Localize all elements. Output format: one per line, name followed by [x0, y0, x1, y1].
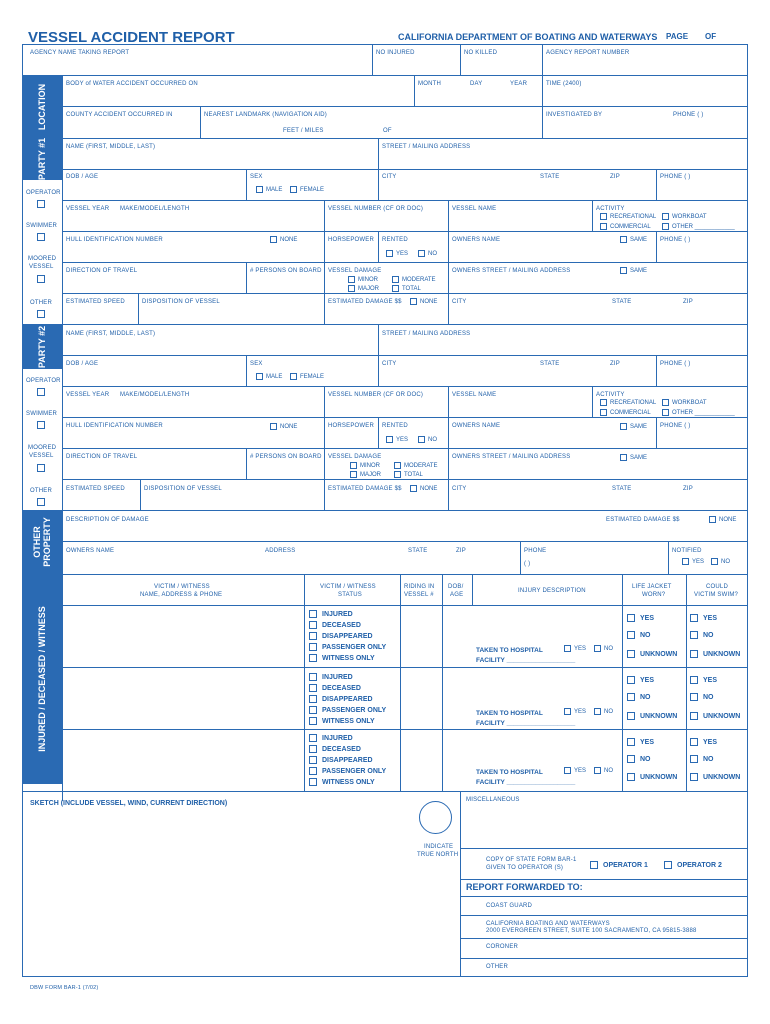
p1-name-field[interactable]: NAME (FIRST, MIDDLE, LAST)	[66, 144, 156, 150]
col-status-header: VICTIM / WITNESS	[320, 584, 376, 590]
p1-damage-total-option[interactable]: TOTAL	[392, 285, 421, 293]
p2-dob-field[interactable]: DOB / AGE	[66, 361, 99, 367]
v2-status-passenger[interactable]: PASSENGER ONLY	[309, 705, 386, 716]
no-injured-field[interactable]: NO INJURED	[376, 50, 415, 56]
p1-operator-checkbox[interactable]	[37, 200, 45, 208]
year-field[interactable]: YEAR	[510, 81, 528, 87]
property-notified-yes-option[interactable]: YES	[682, 558, 704, 566]
p2-direction-field[interactable]: DIRECTION OF TRAVEL	[66, 454, 138, 460]
v3-facility-field[interactable]: FACILITY ___________________	[476, 779, 576, 786]
v3-status-disappeared[interactable]: DISAPPEARED	[309, 755, 373, 766]
p2-activity-label: ACTIVITY	[596, 392, 625, 398]
p2-owner-city-field[interactable]: CITY	[452, 486, 467, 492]
p2-sex-label: SEX	[250, 361, 263, 367]
p1-hull-none-option[interactable]: NONE	[270, 236, 297, 244]
property-damage-none-option[interactable]: NONE	[709, 516, 736, 524]
location-band: LOCATION	[22, 75, 62, 138]
county-field[interactable]: COUNTY ACCIDENT OCCURRED IN	[66, 112, 173, 118]
p2-moored-checkbox[interactable]	[37, 464, 45, 472]
v2-hospital-no[interactable]: NO	[594, 708, 613, 716]
col-victim-name-header-2: NAME, ADDRESS & PHONE	[140, 592, 223, 598]
p2-damage-moderate-option[interactable]: MODERATE	[394, 462, 438, 470]
p2-speed-field[interactable]: ESTIMATED SPEED	[66, 486, 125, 492]
agency-name-field[interactable]: AGENCY NAME TAKING REPORT	[30, 50, 130, 56]
p2-recreational-option[interactable]: RECREATIONAL	[600, 399, 656, 407]
day-field[interactable]: DAY	[470, 81, 483, 87]
col-riding-header-2: VESSEL #	[404, 592, 434, 598]
v1-swim-yes[interactable]: YES	[690, 613, 717, 624]
p2-zip-field[interactable]: ZIP	[610, 361, 620, 367]
report-forwarded-heading: REPORT FORWARDED TO:	[466, 882, 583, 892]
v3-swim-no[interactable]: NO	[690, 754, 714, 765]
other-property-band: OTHER PROPERTY	[22, 510, 62, 574]
v3-swim-unknown[interactable]: UNKNOWN	[690, 772, 740, 783]
p1-activity-label: ACTIVITY	[596, 206, 625, 212]
v2-swim-unknown[interactable]: UNKNOWN	[690, 711, 740, 722]
v2-hospital-label: TAKEN TO HOSPITAL	[476, 710, 543, 717]
landmark-field[interactable]: NEAREST LANDMARK (NAVIGATION AID)	[204, 112, 327, 118]
copy-given-label: GIVEN TO OPERATOR (S)	[486, 865, 564, 871]
col-dob-header-2: AGE	[450, 592, 464, 598]
p2-owner-same-option[interactable]: SAME	[620, 423, 647, 431]
v3-hospital-label: TAKEN TO HOSPITAL	[476, 769, 543, 776]
property-address-field[interactable]: ADDRESS	[265, 548, 296, 554]
p1-disposition-field[interactable]: DISPOSITION OF VESSEL	[142, 299, 220, 305]
form-title: VESSEL ACCIDENT REPORT	[28, 29, 235, 46]
p1-owners-name-field[interactable]: OWNERS NAME	[452, 237, 501, 243]
p1-damage-major-option[interactable]: MAJOR	[348, 285, 379, 293]
p1-vessel-damage-label: VESSEL DAMAGE	[328, 268, 382, 274]
p1-street-field[interactable]: STREET / MAILING ADDRESS	[382, 144, 471, 150]
p1-owner-zip-field[interactable]: ZIP	[683, 299, 693, 305]
p1-recreational-option[interactable]: RECREATIONAL	[600, 213, 656, 221]
true-north-circle[interactable]	[419, 801, 452, 834]
p2-street-field[interactable]: STREET / MAILING ADDRESS	[382, 331, 471, 337]
p2-estimated-damage-field[interactable]: ESTIMATED DAMAGE $$	[328, 486, 402, 492]
v3-status-passenger[interactable]: PASSENGER ONLY	[309, 766, 386, 777]
p1-workboat-option[interactable]: WORKBOAT	[662, 213, 707, 221]
col-life-jacket-header: LIFE JACKET	[632, 584, 672, 590]
v3-hospital-no[interactable]: NO	[594, 767, 613, 775]
p2-owner-state-field[interactable]: STATE	[612, 486, 632, 492]
v2-status-deceased[interactable]: DECEASED	[309, 683, 361, 694]
p2-other-checkbox[interactable]	[37, 498, 45, 506]
property-owners-name-field[interactable]: OWNERS NAME	[66, 548, 115, 554]
investigated-by-field[interactable]: INVESTIGATED BY	[546, 112, 603, 118]
v1-status-passenger[interactable]: PASSENGER ONLY	[309, 642, 386, 653]
p2-state-field[interactable]: STATE	[540, 361, 560, 367]
department-name: CALIFORNIA DEPARTMENT OF BOATING AND WATERWAYS	[398, 32, 658, 42]
agency-report-number-field[interactable]: AGENCY REPORT NUMBER	[546, 50, 630, 56]
p2-vessel-damage-label: VESSEL DAMAGE	[328, 454, 382, 460]
v2-lifejacket-yes[interactable]: YES	[627, 675, 654, 686]
p1-owners-street-field[interactable]: OWNERS STREET / MAILING ADDRESS	[452, 268, 571, 274]
v1-status-disappeared[interactable]: DISAPPEARED	[309, 631, 373, 642]
v2-swim-no[interactable]: NO	[690, 692, 714, 703]
col-could-swim-header: COULD	[706, 584, 729, 590]
v3-hospital-yes[interactable]: YES	[564, 767, 586, 775]
p2-hull-id-field[interactable]: HULL IDENTIFICATION NUMBER	[66, 423, 163, 429]
p2-rented-yes-option[interactable]: YES	[386, 436, 408, 444]
copy-operator-1-option[interactable]: OPERATOR 1	[590, 860, 648, 871]
p1-damage-none-option[interactable]: NONE	[410, 298, 437, 306]
p1-damage-minor-option[interactable]: MINOR	[348, 276, 378, 284]
p1-horsepower-field[interactable]: HORSEPOWER	[328, 237, 375, 243]
p1-other-activity-option[interactable]: OTHER ____________	[662, 223, 735, 231]
property-zip-field[interactable]: ZIP	[456, 548, 466, 554]
p2-horsepower-field[interactable]: HORSEPOWER	[328, 423, 375, 429]
v1-status-witness[interactable]: WITNESS ONLY	[309, 653, 375, 664]
no-killed-field[interactable]: NO KILLED	[464, 50, 498, 56]
v2-swim-yes[interactable]: YES	[690, 675, 717, 686]
p1-owner-same-option[interactable]: SAME	[620, 236, 647, 244]
p1-vessel-year-field[interactable]: VESSEL YEAR	[66, 206, 110, 212]
body-of-water-field[interactable]: BODY of WATER ACCIDENT OCCURRED ON	[66, 81, 198, 87]
miscellaneous-field[interactable]: MISCELLANEOUS	[466, 797, 520, 803]
p2-female-option[interactable]: FEMALE	[290, 373, 324, 381]
v3-status-witness[interactable]: WITNESS ONLY	[309, 777, 375, 788]
col-injury-header: INJURY DESCRIPTION	[518, 588, 586, 594]
party-1-band: PARTY #1	[22, 138, 62, 180]
forward-cbw-address: 2000 EVERGREEN STREET, SUITE 100 SACRAMENTO, CA 95815-3888	[486, 928, 697, 934]
p2-damage-total-option[interactable]: TOTAL	[394, 471, 423, 479]
p1-type-other: OTHER	[30, 300, 52, 306]
v2-status-witness[interactable]: WITNESS ONLY	[309, 716, 375, 727]
p2-workboat-option[interactable]: WORKBOAT	[662, 399, 707, 407]
v2-status-injured[interactable]: INJURED	[309, 672, 353, 683]
p2-male-option[interactable]: MALE	[256, 373, 282, 381]
property-damage-description-field[interactable]: DESCRIPTION OF DAMAGE	[66, 517, 149, 523]
p1-persons-on-board-field[interactable]: # PERSONS ON BOARD	[250, 268, 322, 274]
p1-street-same-option[interactable]: SAME	[620, 267, 647, 275]
v2-lifejacket-no[interactable]: NO	[627, 692, 651, 703]
forward-coroner[interactable]: CORONER	[486, 944, 519, 950]
victims-band: INJURED / DECEASED / WITNESS	[22, 574, 62, 784]
p2-hull-none-option[interactable]: NONE	[270, 423, 297, 431]
p2-vessel-number-field[interactable]: VESSEL NUMBER (CF OR DOC)	[328, 392, 424, 398]
col-life-jacket-header-2: WORN?	[642, 592, 666, 598]
p2-owners-street-field[interactable]: OWNERS STREET / MAILING ADDRESS	[452, 454, 571, 460]
v1-hospital-label: TAKEN TO HOSPITAL	[476, 647, 543, 654]
p1-moored-checkbox[interactable]	[37, 275, 45, 283]
p2-rented-no-option[interactable]: NO	[418, 436, 437, 444]
v1-lifejacket-unknown[interactable]: UNKNOWN	[627, 649, 677, 660]
p2-swimmer-checkbox[interactable]	[37, 421, 45, 429]
v1-status-injured[interactable]: INJURED	[309, 609, 353, 620]
true-north-label: TRUE NORTH	[417, 852, 459, 858]
property-notified-no-option[interactable]: NO	[711, 558, 730, 566]
p2-type-operator: OPERATOR	[26, 378, 61, 384]
p1-damage-moderate-option[interactable]: MODERATE	[392, 276, 436, 284]
p1-type-moored: MOORED	[28, 256, 57, 262]
p2-persons-on-board-field[interactable]: # PERSONS ON BOARD	[250, 454, 322, 460]
p1-other-checkbox[interactable]	[37, 310, 45, 318]
v1-lifejacket-yes[interactable]: YES	[627, 613, 654, 624]
p1-owner-phone-field[interactable]: PHONE ( )	[660, 237, 691, 243]
page-label: PAGE	[666, 32, 689, 41]
property-notified-label: NOTIFIED	[672, 548, 702, 554]
p1-hull-id-field[interactable]: HULL IDENTIFICATION NUMBER	[66, 237, 163, 243]
p2-street-same-option[interactable]: SAME	[620, 454, 647, 462]
p2-city-field[interactable]: CITY	[382, 361, 397, 367]
v1-swim-no[interactable]: NO	[690, 630, 714, 641]
property-phone-field[interactable]: PHONE	[524, 548, 547, 554]
v1-facility-field[interactable]: FACILITY ___________________	[476, 657, 576, 664]
v3-status-deceased[interactable]: DECEASED	[309, 744, 361, 755]
p2-rented-label: RENTED	[382, 423, 408, 429]
p1-rented-yes-option[interactable]: YES	[386, 250, 408, 258]
party-2-band: PARTY #2	[22, 324, 62, 369]
v2-hospital-yes[interactable]: YES	[564, 708, 586, 716]
p1-type-operator: OPERATOR	[26, 190, 61, 196]
p1-sex-label: SEX	[250, 174, 263, 180]
p1-rented-label: RENTED	[382, 237, 408, 243]
v1-status-deceased[interactable]: DECEASED	[309, 620, 361, 631]
v3-status-injured[interactable]: INJURED	[309, 733, 353, 744]
p1-type-vessel: VESSEL	[29, 264, 54, 270]
p1-state-field[interactable]: STATE	[540, 174, 560, 180]
property-estimated-damage-field[interactable]: ESTIMATED DAMAGE $$	[606, 517, 680, 523]
v3-lifejacket-yes[interactable]: YES	[627, 737, 654, 748]
p1-vessel-number-field[interactable]: VESSEL NUMBER (CF OR DOC)	[328, 206, 424, 212]
v2-facility-field[interactable]: FACILITY ___________________	[476, 720, 576, 727]
of-landmark-label: OF	[383, 128, 392, 134]
p1-type-swimmer: SWIMMER	[26, 223, 58, 229]
p2-commercial-option[interactable]: COMMERCIAL	[600, 409, 651, 417]
p1-vessel-name-field[interactable]: VESSEL NAME	[452, 206, 497, 212]
p2-type-other: OTHER	[30, 488, 52, 494]
p2-type-vessel: VESSEL	[29, 453, 54, 459]
p1-direction-field[interactable]: DIRECTION OF TRAVEL	[66, 268, 138, 274]
p2-owner-zip-field[interactable]: ZIP	[683, 486, 693, 492]
p1-swimmer-checkbox[interactable]	[37, 233, 45, 241]
p2-disposition-field[interactable]: DISPOSITION OF VESSEL	[144, 486, 222, 492]
col-could-swim-header-2: VICTIM SWIM?	[694, 592, 739, 598]
p2-owner-phone-field[interactable]: PHONE ( )	[660, 423, 691, 429]
p2-damage-minor-option[interactable]: MINOR	[350, 462, 380, 470]
p2-name-field[interactable]: NAME (FIRST, MIDDLE, LAST)	[66, 331, 156, 337]
p1-estimated-damage-field[interactable]: ESTIMATED DAMAGE $$	[328, 299, 402, 305]
p2-make-model-field[interactable]: MAKE/MODEL/LENGTH	[120, 392, 190, 398]
v2-lifejacket-unknown[interactable]: UNKNOWN	[627, 711, 677, 722]
v3-lifejacket-no[interactable]: NO	[627, 754, 651, 765]
copy-operator-2-option[interactable]: OPERATOR 2	[664, 860, 722, 871]
month-field[interactable]: MONTH	[418, 81, 441, 87]
p1-speed-field[interactable]: ESTIMATED SPEED	[66, 299, 125, 305]
p1-male-option[interactable]: MALE	[256, 186, 282, 194]
time-field[interactable]: TIME (2400)	[546, 81, 582, 87]
forward-other[interactable]: OTHER	[486, 964, 508, 970]
p2-damage-none-option[interactable]: NONE	[410, 485, 437, 493]
p2-other-activity-option[interactable]: OTHER ____________	[662, 409, 735, 417]
p2-damage-major-option[interactable]: MAJOR	[350, 471, 381, 479]
property-phone-paren: ( )	[524, 561, 531, 567]
forward-coast-guard[interactable]: COAST GUARD	[486, 903, 533, 909]
p1-commercial-option[interactable]: COMMERCIAL	[600, 223, 651, 231]
v2-status-disappeared[interactable]: DISAPPEARED	[309, 694, 373, 705]
p2-operator-checkbox[interactable]	[37, 388, 45, 396]
p2-type-moored: MOORED	[28, 445, 57, 451]
indicate-label: INDICATE	[424, 844, 454, 850]
v1-lifejacket-no[interactable]: NO	[627, 630, 651, 641]
p1-phone-field[interactable]: PHONE ( )	[660, 174, 691, 180]
p2-phone-field[interactable]: PHONE ( )	[660, 361, 691, 367]
sketch-area-label[interactable]: SKETCH (INCLUDE VESSEL, WIND, CURRENT DIRECTION)	[30, 800, 228, 807]
p1-city-field[interactable]: CITY	[382, 174, 397, 180]
col-riding-header: RIDING IN	[404, 584, 435, 590]
col-victim-name-header: VICTIM / WITNESS	[154, 584, 210, 590]
p2-owners-name-field[interactable]: OWNERS NAME	[452, 423, 501, 429]
p1-owner-city-field[interactable]: CITY	[452, 299, 467, 305]
forward-cbw-name[interactable]: CALIFORNIA BOATING AND WATERWAYS	[486, 921, 610, 927]
p2-vessel-name-field[interactable]: VESSEL NAME	[452, 392, 497, 398]
p2-type-swimmer: SWIMMER	[26, 411, 58, 417]
p1-female-option[interactable]: FEMALE	[290, 186, 324, 194]
feet-miles-label: FEET / MILES	[283, 128, 324, 134]
p1-zip-field[interactable]: ZIP	[610, 174, 620, 180]
p1-rented-no-option[interactable]: NO	[418, 250, 437, 258]
v1-hospital-yes[interactable]: YES	[564, 645, 586, 653]
p1-make-model-field[interactable]: MAKE/MODEL/LENGTH	[120, 206, 190, 212]
of-label: OF	[705, 32, 717, 41]
v1-swim-unknown[interactable]: UNKNOWN	[690, 649, 740, 660]
p1-owner-state-field[interactable]: STATE	[612, 299, 632, 305]
investigator-phone-field[interactable]: PHONE ( )	[673, 112, 704, 118]
p1-dob-field[interactable]: DOB / AGE	[66, 174, 99, 180]
p2-vessel-year-field[interactable]: VESSEL YEAR	[66, 392, 110, 398]
copy-form-label: COPY OF STATE FORM BAR-1	[486, 857, 577, 863]
v3-swim-yes[interactable]: YES	[690, 737, 717, 748]
col-dob-header: DOB/	[448, 584, 464, 590]
property-state-field[interactable]: STATE	[408, 548, 428, 554]
v1-hospital-no[interactable]: NO	[594, 645, 613, 653]
v3-lifejacket-unknown[interactable]: UNKNOWN	[627, 772, 677, 783]
form-number-footer: DBW FORM BAR-1 (7/02)	[30, 985, 99, 991]
col-status-header-2: STATUS	[338, 592, 362, 598]
